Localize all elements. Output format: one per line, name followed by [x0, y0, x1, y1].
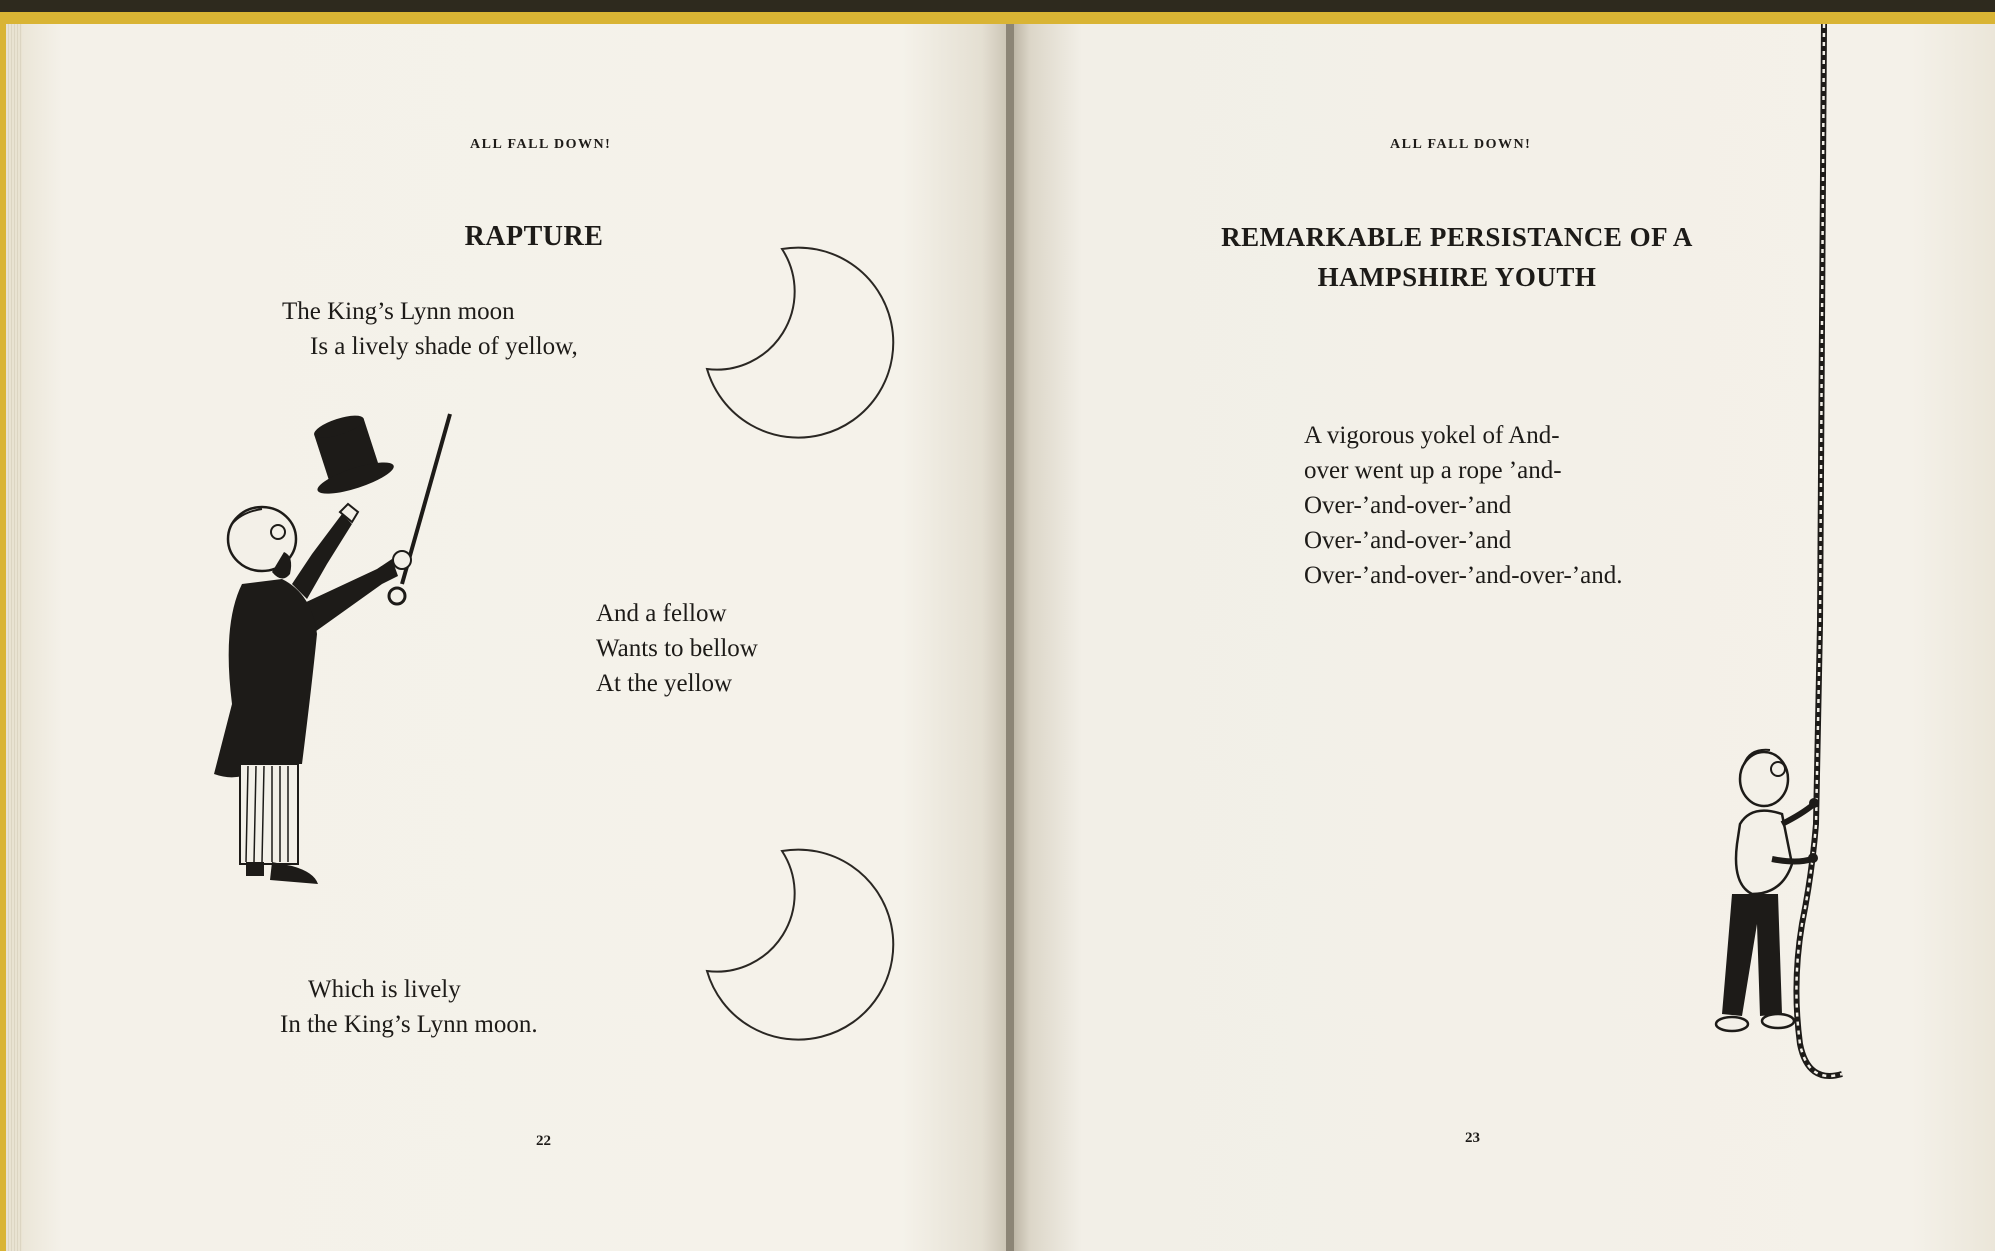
poem-title-rapture: RAPTURE	[464, 221, 604, 252]
stanza-1-line-1: The King’s Lynn moon	[282, 298, 515, 325]
verse-block	[1304, 418, 1622, 593]
stanza-1	[282, 294, 578, 364]
page-number-left: 22	[536, 1133, 551, 1149]
verse-line-4: Over-’and-over-’and	[1304, 527, 1512, 554]
left-page	[22, 24, 1010, 1251]
stanza-1-line-2: Is a lively shade of yellow,	[310, 333, 578, 360]
stanza-2	[596, 596, 758, 701]
verse-line-3: Over-’and-over-’and	[1304, 492, 1512, 519]
crescent-moon-icon	[682, 826, 902, 1046]
stanza-3	[280, 972, 538, 1042]
stanza-2-line-3: At the yellow	[596, 670, 733, 697]
stanza-3-line-2: In the King’s Lynn moon.	[280, 1011, 538, 1038]
verse-line-1: A vigorous yokel of And-	[1304, 422, 1560, 449]
right-page	[1012, 24, 1995, 1251]
page-edges	[6, 24, 22, 1251]
book-gutter	[1006, 24, 1014, 1251]
verse-line-2: over went up a rope ’and-	[1304, 457, 1562, 484]
running-head-right: ALL FALL DOWN!	[1390, 137, 1532, 152]
verse-line-5: Over-’and-over-’and-over-’and.	[1304, 562, 1623, 589]
title-line-1: REMARKABLE PERSISTANCE OF A	[1221, 222, 1693, 252]
crescent-moon-icon	[682, 224, 902, 444]
stanza-3-line-1: Which is lively	[308, 976, 461, 1003]
gentleman-top-hat-illustration	[202, 384, 462, 904]
running-head-left: ALL FALL DOWN!	[470, 137, 612, 152]
title-line-2: HAMPSHIRE YOUTH	[1317, 262, 1597, 292]
page-number-right: 23	[1465, 1130, 1480, 1146]
youth-climbing-rope-illustration	[1632, 24, 1972, 1124]
stanza-2-line-2: Wants to bellow	[596, 635, 758, 662]
stanza-2-line-1: And a fellow	[596, 600, 727, 627]
